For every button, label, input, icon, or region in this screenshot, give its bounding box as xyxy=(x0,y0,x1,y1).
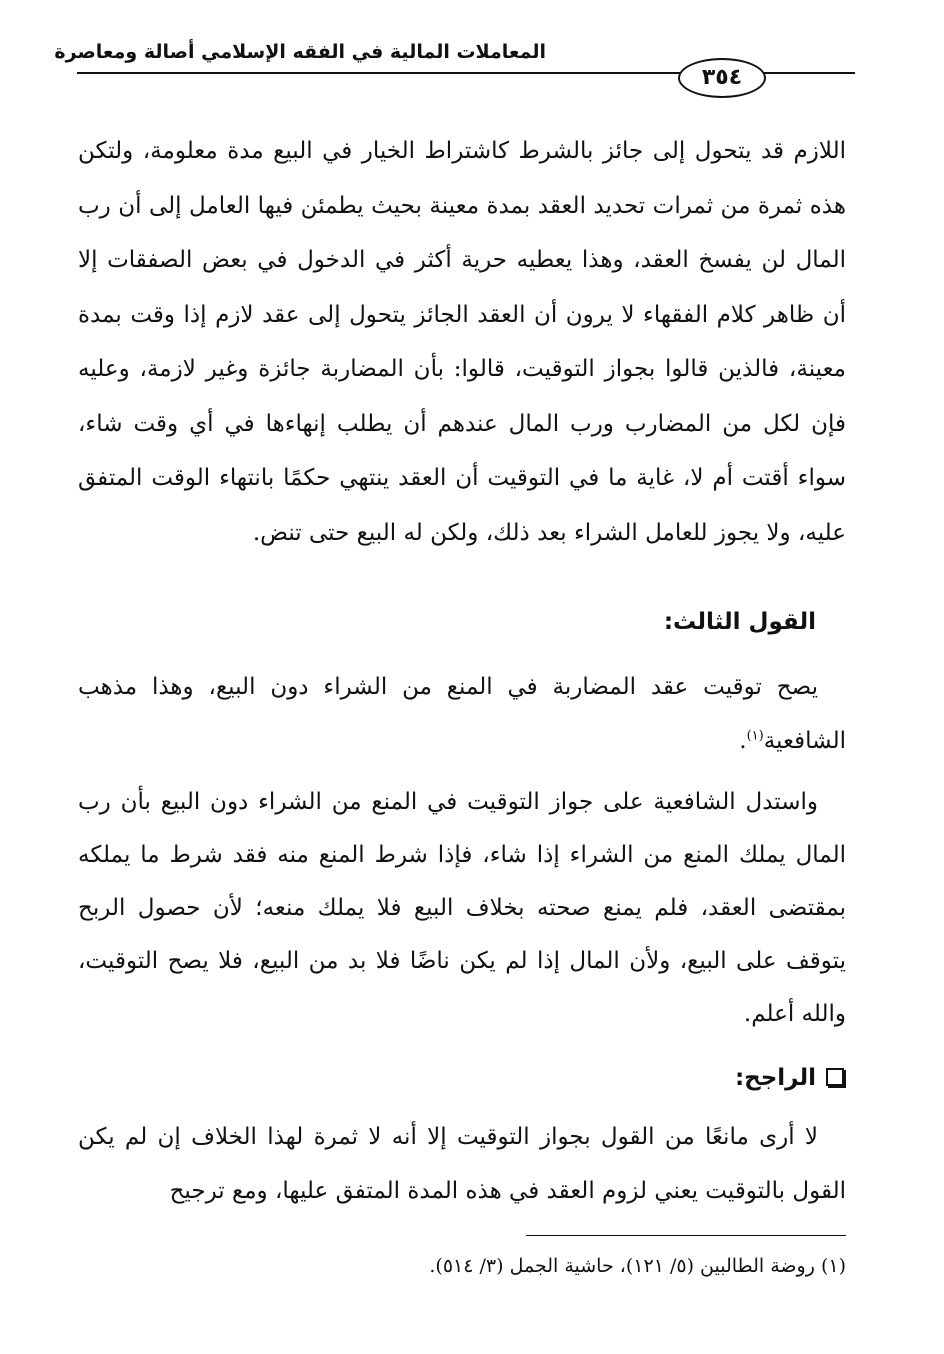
paragraph-3-text: واستدل الشافعية على جواز التوقيت في المنع من الشراء دون البيع بأن رب المال يملك المنع من الشراء إذا شاء، فإذا شرط المنع منه فقد شرط ما يملكه بمقتضى العقد، فلم يمنع صحته بخلاف البيع فلا يملك منعه؛ لأن حصول الربح يتوقف على البيع، ولأن المال إذا لم يكن ناضًا فلا بد من البيع، فلا يصح التوقيت، والله أعلم. xyxy=(78,789,846,1027)
paragraph-3 xyxy=(78,776,846,1041)
paragraph-2 xyxy=(78,660,846,768)
footnote-reference[interactable]: (١) xyxy=(746,728,764,744)
footnote-1: (١) روضة الطالبين (٥/ ١٢١)، حاشية الجمل (٣/ ٥١٤). xyxy=(429,1255,846,1277)
running-header-title: المعاملات المالية في الفقه الإسلامي أصالة ومعاصرة xyxy=(54,41,546,63)
paragraph-1: اللازم قد يتحول إلى جائز بالشرط كاشتراط الخيار في البيع مدة معلومة، ولتكن هذه ثمرة من ثمرات تحديد العقد بمدة معينة بحيث يطمئن فيها العامل إلى أن رب المال لن يفسخ العقد، وهذا يعطيه حرية أكثر في الدخول في بعض الصفقات إلا أن ظاهر كلام الفقهاء لا يرون أن العقد الجائز يتحول إلى عقد لازم إذا وقت بمدة معينة، فالذين قالوا بجواز التوقيت، قالوا: بأن المضاربة جائزة وغير لازمة، وعليه فإن لكل من المضارب ورب المال عندهم أن يطلب إنهاءها في أي وقت شاء، سواء أقتت أم لا، غاية ما في التوقيت أن العقد ينتهي حكمًا بانتهاء الوقت المتفق عليه، ولا يجوز للعامل الشراء بعد ذلك، ولكن له البيع حتى تنض. xyxy=(78,138,846,546)
paragraph-4 xyxy=(78,1110,846,1218)
paragraph-2-text: يصح توقيت عقد المضاربة في المنع من الشراء دون البيع، وهذا مذهب الشافعية xyxy=(78,674,846,754)
footnote-divider xyxy=(526,1235,846,1236)
square-bullet-icon xyxy=(826,1068,844,1086)
heading-preferred-label: الراجح: xyxy=(734,1065,816,1091)
heading-third-opinion: القول الثالث: xyxy=(663,609,816,635)
page-number-badge: ٣٥٤ xyxy=(678,58,766,98)
paragraph-2-end: . xyxy=(739,728,747,754)
paragraph-4-text: لا أرى مانعًا من القول بجواز التوقيت إلا أنه لا ثمرة لهذا الخلاف إن لم يكن القول بالتوقيت يعني لزوم العقد في هذه المدة المتفق عليها، ومع ترجيح xyxy=(78,1124,846,1204)
heading-preferred xyxy=(735,1058,844,1098)
